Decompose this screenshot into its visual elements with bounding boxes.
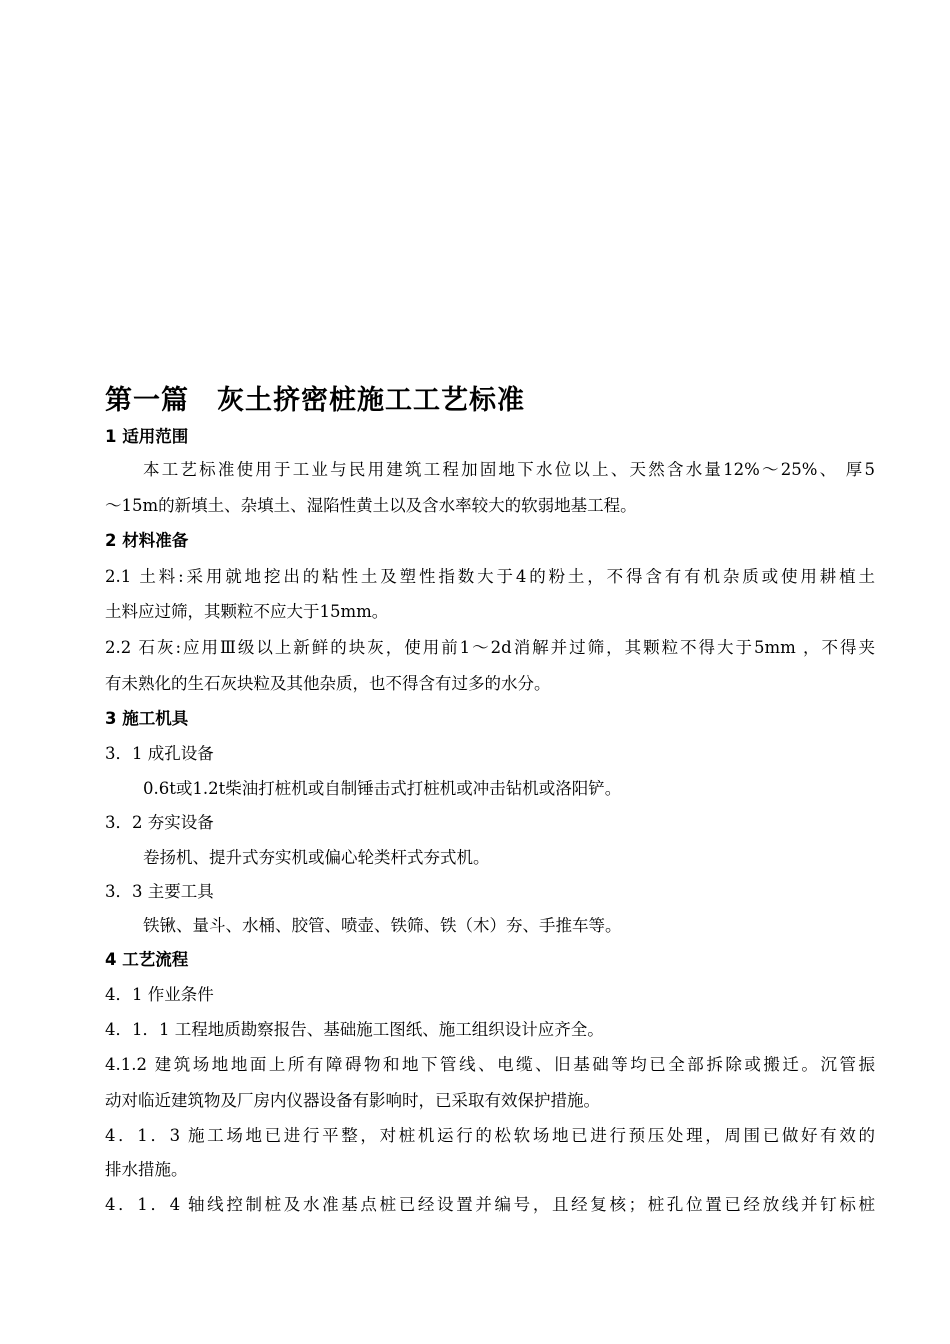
subsection-heading: 3．3 主要工具 — [105, 882, 214, 901]
subsection-heading: 3．2 夯实设备 — [105, 813, 214, 832]
section-heading-process: 4 工艺流程 — [105, 950, 189, 969]
paragraph-line: 2.1 土料:采用就地挖出的粘性土及塑性指数大于4的粉土，不得含有有机杂质或使用耕植土 — [105, 567, 875, 586]
paragraph-line: 土料应过筛，其颗粒不应大于15mm。 — [105, 602, 389, 621]
paragraph-line: ～15m的新填土、杂填土、湿陷性黄土以及含水率较大的软弱地基工程。 — [105, 496, 637, 515]
paragraph-line: 动对临近建筑物及厂房内仪器设备有影响时，已采取有效保护措施。 — [105, 1091, 600, 1110]
section-heading-scope: 1 适用范围 — [105, 427, 189, 446]
paragraph-line: 2.2 石灰:应用Ⅲ级以上新鲜的块灰，使用前1～2d消解并过筛，其颗粒不得大于5mm ，不得夹 — [105, 638, 875, 657]
paragraph-line: 有未熟化的生石灰块粒及其他杂质，也不得含有过多的水分。 — [105, 674, 551, 693]
section-heading-equipment: 3 施工机具 — [105, 709, 189, 728]
paragraph-line: 铁锹、量斗、水桶、胶管、喷壶、铁筛、铁（木）夯、手推车等。 — [143, 916, 622, 935]
paragraph-line: 排水措施。 — [105, 1160, 188, 1179]
section-heading-materials: 2 材料准备 — [105, 531, 189, 550]
paragraph-line: 4.1.2 建筑场地地面上所有障碍物和地下管线、电缆、旧基础等均已全部拆除或搬迁。沉管振 — [105, 1055, 875, 1074]
document-title: 第一篇 灰土挤密桩施工工艺标准 — [105, 385, 525, 416]
paragraph-line: 卷扬机、提升式夯实机或偏心轮类杆式夯式机。 — [143, 848, 490, 867]
paragraph-line: 本工艺标准使用于工业与民用建筑工程加固地下水位以上、天然含水量12%～25%、 厚5 — [143, 460, 875, 479]
paragraph-line: 4．1．4 轴线控制桩及水准基点桩已经设置并编号，且经复核；桩孔位置已经放线并钉标桩 — [105, 1195, 875, 1214]
subsection-heading: 4．1 作业条件 — [105, 985, 214, 1004]
subsection-heading: 3．1 成孔设备 — [105, 744, 214, 763]
paragraph-line: 0.6t或1.2t柴油打桩机或自制锤击式打桩机或冲击钻机或洛阳铲。 — [143, 779, 622, 798]
paragraph-line: 4．1．3 施工场地已进行平整，对桩机运行的松软场地已进行预压处理，周围已做好有效的 — [105, 1126, 875, 1145]
paragraph-line: 4．1．1 工程地质勘察报告、基础施工图纸、施工组织设计应齐全。 — [105, 1020, 604, 1039]
